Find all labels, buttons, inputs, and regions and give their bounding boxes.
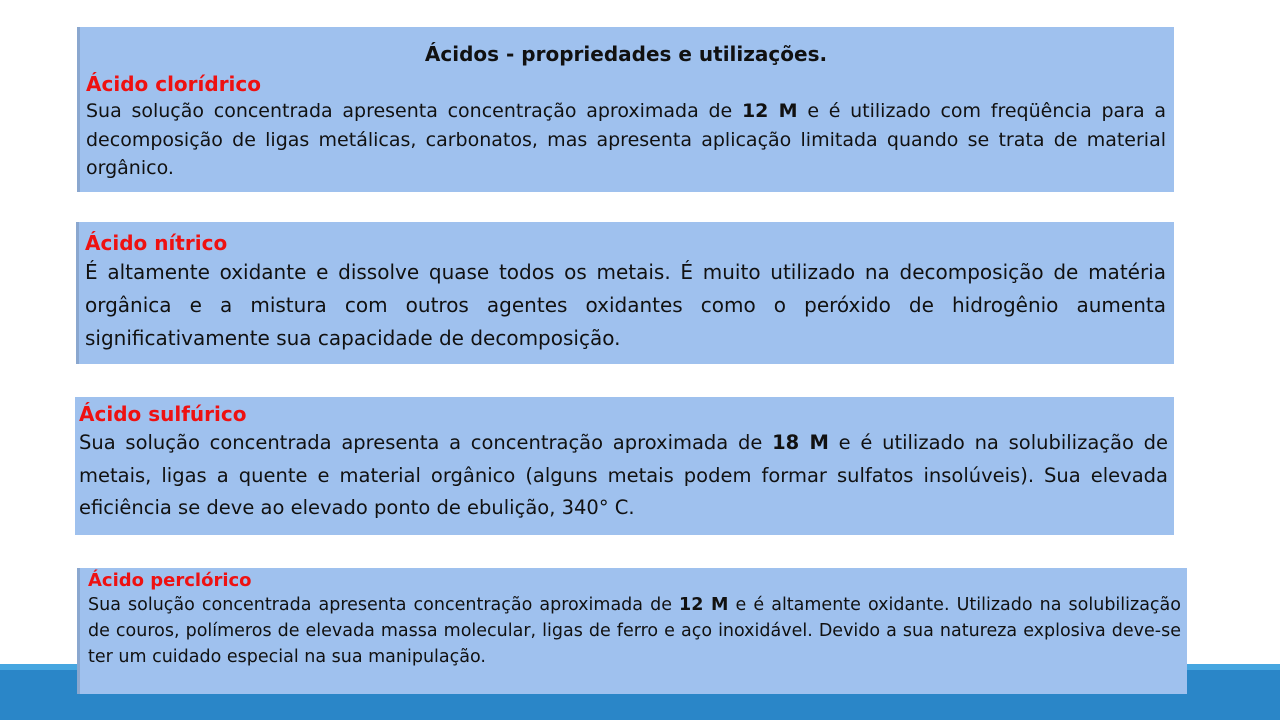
section-body — [85, 256, 1166, 355]
section-body — [88, 592, 1181, 671]
slide-title: Ácidos - propriedades e utilizações. — [424, 42, 828, 66]
body-text: e é altamente oxidante. Utilizado na solubilização de couros, polímeros de elevada massa molecular, ligas de ferro e aço inoxidável. Devido a sua natureza explosiva deve-se ter um cuidado especial na sua manipulação. — [88, 595, 1181, 668]
section-body — [79, 427, 1168, 525]
section-acido-nitrico — [76, 222, 1174, 364]
body-text: e é utilizado com freqüência para a decomposição de ligas metálicas, carbonatos, mas apresenta aplicação limitada quando se trata de material orgânico. — [86, 100, 1167, 179]
body-text: É altamente oxidante e dissolve quase todos os metais. É muito utilizado na decomposição de matéria orgânica e a mistura com outros agentes oxidantes como o peróxido de hidrogênio aumenta significativamente sua capacidade de decomposição. — [85, 260, 1166, 350]
section-heading: Ácido clorídrico — [86, 72, 262, 96]
body-text: Sua solução concentrada apresenta a concentração aproximada de — [79, 431, 773, 454]
body-text: Sua solução concentrada apresenta concentração aproximada de — [86, 100, 742, 122]
section-acido-sulfurico — [75, 397, 1174, 535]
section-heading: Ácido sulfúrico — [79, 402, 247, 426]
body-text: e é utilizado na solubilização de metais, ligas a quente e material orgânico (alguns metais podem formar sulfatos insolúveis). Sua elevada eficiência se deve ao elevado ponto de ebulição, 340° C. — [79, 431, 1168, 519]
section-body — [86, 97, 1166, 183]
section-acido-perclorico — [77, 568, 1187, 694]
section-acido-cloridrico — [77, 27, 1174, 192]
concentration-value: 12 M — [741, 100, 798, 122]
body-text: Sua solução concentrada apresenta concentração aproximada de — [88, 595, 680, 615]
section-heading: Ácido nítrico — [85, 231, 228, 255]
concentration-value: 12 M — [679, 595, 729, 615]
section-heading: Ácido perclórico — [88, 570, 252, 591]
concentration-value: 18 M — [772, 431, 829, 454]
